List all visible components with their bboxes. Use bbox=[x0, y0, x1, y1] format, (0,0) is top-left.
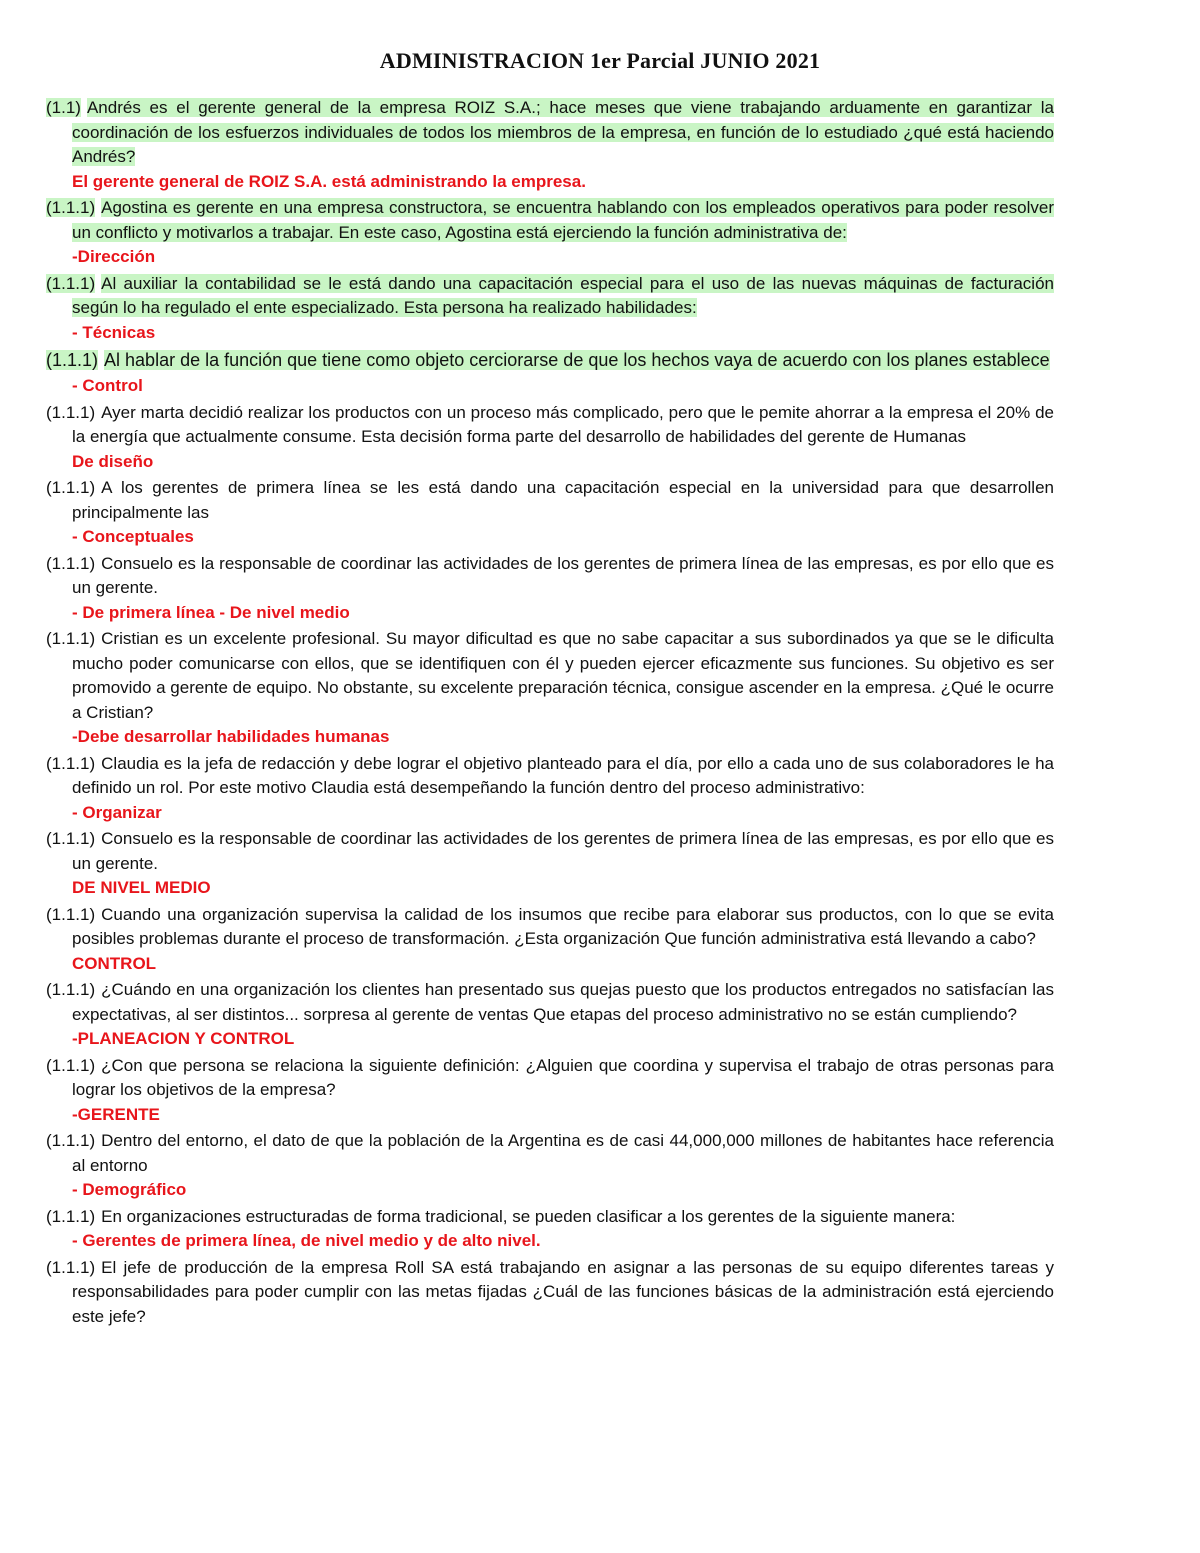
question-text: Consuelo es la responsable de coordinar las actividades de los gerentes de primera línea de las empresas, es por ello que es un gerente. bbox=[72, 553, 1054, 597]
question-text: ¿Con que persona se relaciona la siguiente definición: ¿Alguien que coordina y supervisa el trabajo de otras personas para lograr los objetivos de la empresa? bbox=[72, 1055, 1054, 1099]
question-text: Andrés es el gerente general de la empresa ROIZ S.A.; hace meses que viene trabajando arduamente en garantizar la coordinación de los esfuerzos individuales de todos los miembros de la empresa, en función de lo estudiado ¿qué está haciendo Andrés? bbox=[72, 98, 1054, 166]
answer: - De primera línea - De nivel medio bbox=[72, 602, 350, 622]
qa-item bbox=[46, 401, 1054, 475]
question-number: (1.1.1) bbox=[46, 198, 96, 217]
question bbox=[46, 1256, 1054, 1330]
question-text: Agostina es gerente en una empresa constructora, se encuentra hablando con los empleados operativos para poder resolver un conflicto y motivarlos a trabajar. En este caso, Agostina está ejerciendo la función administrativa de: bbox=[72, 198, 1054, 242]
question bbox=[46, 827, 1054, 876]
question-text: Ayer marta decidió realizar los productos con un proceso más complicado, pero que le pemite ahorrar a la empresa el 20% de la energía que actualmente consume. Esta decisión forma parte del desarrollo de habilidades del gerente de Humanas bbox=[72, 402, 1054, 446]
question-number: (1.1.1) bbox=[46, 350, 99, 370]
question bbox=[46, 196, 1054, 245]
qa-item bbox=[46, 752, 1054, 826]
qa-item bbox=[46, 1256, 1054, 1330]
answer: - Técnicas bbox=[72, 322, 156, 342]
question bbox=[46, 627, 1054, 725]
question-text: Al auxiliar la contabilidad se le está dando una capacitación especial para el uso de las nuevas máquinas de facturación según lo ha regulado el ente especializado. Esta persona ha realizado habilidades: bbox=[72, 273, 1054, 317]
question-text: ¿Cuándo en una organización los clientes han presentado sus quejas puesto que los productos entregados no satisfacían las expectativas, al ser distintos... sorpresa al gerente de ventas Que etapas del proceso administrativo no se están cumpliendo? bbox=[72, 980, 1054, 1024]
answer: - Organizar bbox=[72, 802, 162, 822]
question-text: Cuando una organización supervisa la calidad de los insumos que recibe para elaborar sus productos, con lo que se evita posibles problemas durante el proceso de transformación. ¿Esta organización Que función administrativa está llevando a cabo? bbox=[72, 904, 1054, 948]
answer: El gerente general de ROIZ S.A. está administrando la empresa. bbox=[72, 171, 586, 191]
answer: - Conceptuales bbox=[72, 527, 194, 546]
question-text: Consuelo es la responsable de coordinar las actividades de los gerentes de primera línea de las empresas, es por ello que es un gerente. bbox=[72, 829, 1054, 873]
answer: - Control bbox=[72, 376, 143, 395]
qa-list bbox=[46, 96, 1054, 1329]
question bbox=[46, 347, 1054, 374]
question-number: (1.1.1) bbox=[46, 1055, 96, 1075]
qa-item bbox=[46, 978, 1054, 1052]
question bbox=[46, 752, 1054, 801]
question-number: (1.1) bbox=[46, 98, 81, 117]
question bbox=[46, 476, 1054, 525]
question bbox=[46, 903, 1054, 952]
question-text: Cristian es un excelente profesional. Su mayor dificultad es que no sabe capacitar a sus subordinados ya que se le dificulta mucho poder comunicarse con ellos, que se identifiquen con él y pueden ejercer eficazmente sus funciones. Su objetivo es ser promovido a gerente de equipo. No obstante, su excelente preparación técnica, consigue ascender en la empresa. ¿Qué le ocurre a Cristian? bbox=[72, 629, 1054, 722]
question-number: (1.1.1) bbox=[46, 273, 96, 293]
question bbox=[46, 552, 1054, 601]
qa-item bbox=[46, 627, 1054, 750]
question-text: En organizaciones estructuradas de forma tradicional, se pueden clasificar a los gerentes de la siguiente manera: bbox=[101, 1206, 956, 1226]
question bbox=[46, 1054, 1054, 1103]
question-number: (1.1.1) bbox=[46, 629, 96, 648]
question-text: Al hablar de la función que tiene como objeto cerciorarse de que los hechos vaya de acuerdo con los planes establece bbox=[104, 350, 1050, 370]
question-text: Dentro del entorno, el dato de que la población de la Argentina es de casi 44,000,000 millones de habitantes hace referencia al entorno bbox=[72, 1131, 1054, 1175]
question-text: A los gerentes de primera línea se les está dando una capacitación especial en la universidad para que desarrollen principalmente las bbox=[72, 478, 1054, 522]
question bbox=[46, 1205, 1054, 1230]
question-number: (1.1.1) bbox=[46, 904, 96, 924]
qa-item bbox=[46, 1129, 1054, 1203]
answer: -Dirección bbox=[72, 247, 156, 266]
answer: De diseño bbox=[72, 451, 154, 471]
qa-item bbox=[46, 476, 1054, 550]
qa-item bbox=[46, 272, 1054, 346]
qa-item bbox=[46, 1205, 1054, 1254]
qa-item bbox=[46, 96, 1054, 194]
question-number: (1.1.1) bbox=[46, 829, 96, 848]
question-number: (1.1.1) bbox=[46, 1131, 96, 1150]
qa-item bbox=[46, 347, 1054, 399]
question-number: (1.1.1) bbox=[46, 402, 96, 422]
question-number: (1.1.1) bbox=[46, 478, 96, 497]
qa-item bbox=[46, 1054, 1054, 1128]
qa-item bbox=[46, 552, 1054, 626]
answer: DE NIVEL MEDIO bbox=[72, 878, 211, 897]
document-title: ADMINISTRACION 1er Parcial JUNIO 2021 bbox=[379, 48, 821, 73]
answer: -PLANEACION Y CONTROL bbox=[72, 1029, 295, 1048]
answer: -GERENTE bbox=[72, 1104, 160, 1124]
question bbox=[46, 978, 1054, 1027]
question-number: (1.1.1) bbox=[46, 753, 96, 773]
question-text: Claudia es la jefa de redacción y debe lograr el objetivo planteado para el día, por ello a cada uno de sus colaboradores le ha definido un rol. Por este motivo Claudia está desempeñando la función dentro del proceso administrativo: bbox=[72, 753, 1054, 797]
question-text: El jefe de producción de la empresa Roll SA está trabajando en asignar a las personas de su equipo diferentes tareas y responsabilidades para poder cumplir con las metas fijadas ¿Cuál de las funciones básicas de la administración está ejerciendo este jefe? bbox=[72, 1257, 1054, 1326]
answer: - Gerentes de primera línea, de nivel medio y de alto nivel. bbox=[72, 1231, 541, 1250]
question bbox=[46, 1129, 1054, 1178]
question-number: (1.1.1) bbox=[46, 1206, 96, 1226]
qa-item bbox=[46, 196, 1054, 270]
question bbox=[46, 401, 1054, 450]
question-number: (1.1.1) bbox=[46, 553, 96, 573]
question bbox=[46, 272, 1054, 321]
qa-item bbox=[46, 827, 1054, 901]
question bbox=[46, 96, 1054, 170]
answer: -Debe desarrollar habilidades humanas bbox=[72, 727, 390, 746]
answer: CONTROL bbox=[72, 953, 157, 973]
question-number: (1.1.1) bbox=[46, 980, 96, 999]
qa-item bbox=[46, 903, 1054, 977]
answer: - Demográfico bbox=[72, 1180, 187, 1199]
question-number: (1.1.1) bbox=[46, 1257, 96, 1277]
